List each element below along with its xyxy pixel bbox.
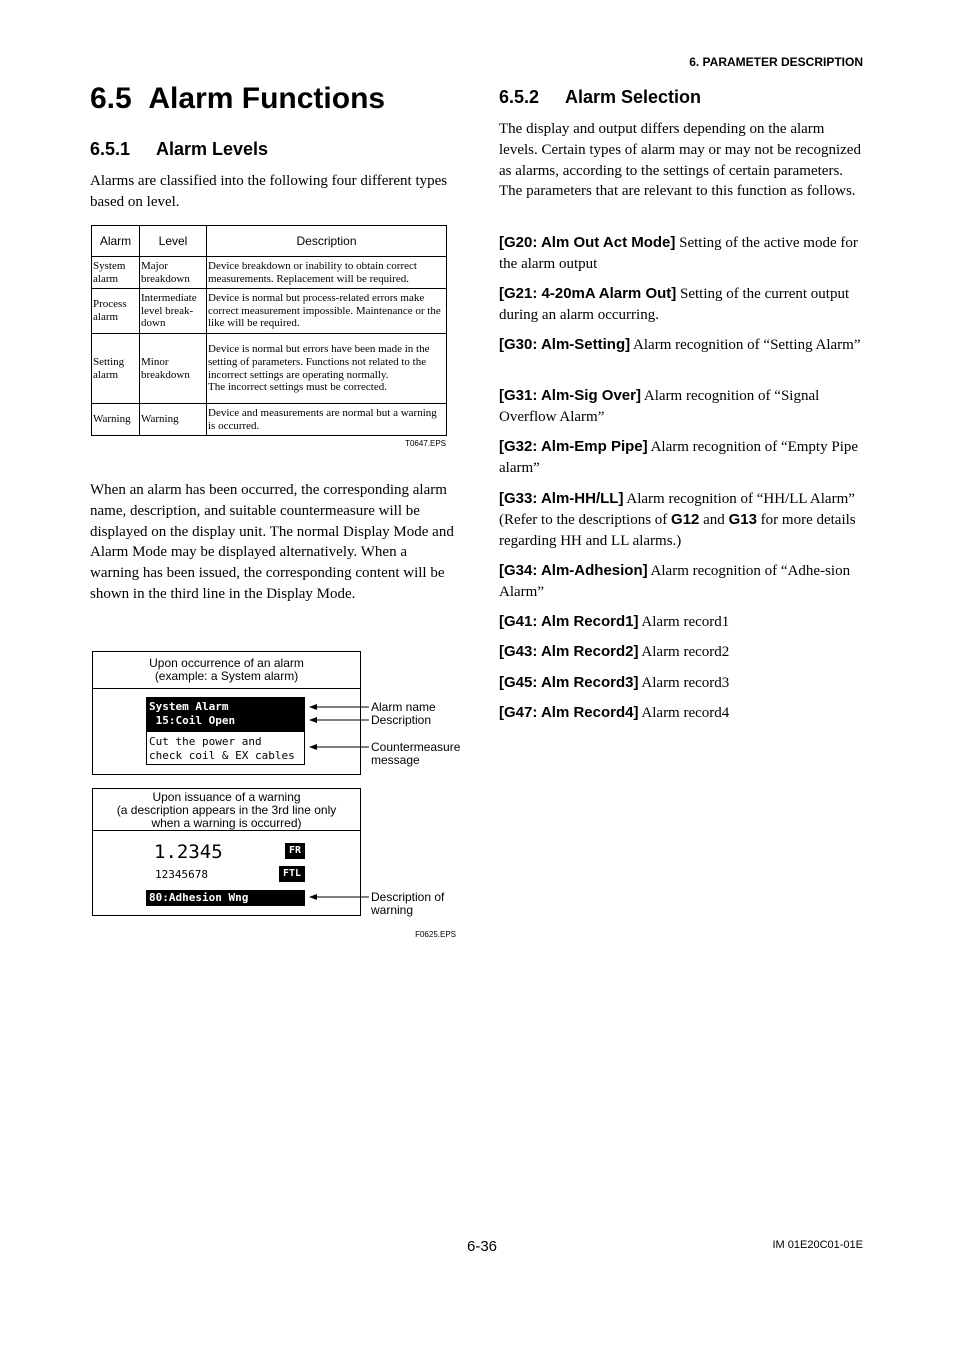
countermeasure-line: check coil & EX cables: [149, 749, 295, 762]
param-g34: [499, 561, 864, 603]
subsection-title: Alarm Levels: [156, 139, 269, 159]
warning-line-display: 80:Adhesion Wng: [146, 890, 305, 906]
param-text: Setting of the active mode for the alarm output: [499, 235, 858, 272]
param-key: [G31: Alm-Sig Over]: [499, 387, 641, 404]
param-g41: [499, 612, 864, 633]
param-g20: [499, 233, 864, 275]
description-note: The incorrect settings must be corrected.: [208, 381, 387, 394]
callout-description: Description: [371, 713, 432, 727]
param-ref: G12: [671, 510, 700, 528]
alarm-levels-heading: [90, 139, 268, 160]
param-g30: [499, 335, 864, 356]
table-row: [92, 404, 447, 436]
param-text: Alarm record4: [638, 705, 730, 721]
param-key: [G45: Alm Record3]: [499, 674, 639, 691]
alarm-selection-heading: [499, 87, 701, 108]
param-key: [G32: Alm-Emp Pipe]: [499, 438, 648, 455]
callout-line: Countermeasure: [371, 740, 461, 754]
subsection-title: Alarm Selection: [565, 87, 702, 107]
caption-line: when a warning is occurred): [151, 816, 302, 830]
totalizer-value: 12345678: [155, 868, 208, 881]
table-code: T0647.EPS: [405, 439, 446, 448]
param-g43: [499, 642, 864, 663]
page-number: 6-36: [466, 1238, 498, 1255]
param-text: Alarm recognition of “Signal Overflow Alarm”: [499, 388, 820, 425]
param-text: for more details regarding HH and LL alarms.): [499, 511, 856, 549]
callout-line: message: [371, 753, 420, 767]
table-header-cell: Alarm: [92, 226, 140, 257]
flow-value: 1.2345: [154, 841, 223, 863]
alarm-selection-intro: The display and output differs depending on the alarm levels. Certain types of alarm may or may not be recognized as alarms, according to the settings of certain parameters. The parameters that are relevant to this function as follows.: [499, 121, 861, 200]
alarm-level-table: [91, 225, 447, 436]
param-g45: [499, 673, 864, 694]
alarm-description-text: 15:Coil Open: [149, 714, 236, 727]
param-text: and: [699, 511, 729, 528]
callout-countermeasure: [371, 741, 460, 767]
caption-line: (a description appears in the 3rd line only: [116, 803, 337, 817]
callout-alarm-name: Alarm name: [371, 700, 436, 714]
figure-code: F0625.EPS: [415, 930, 456, 939]
alarm-name-text: System Alarm: [149, 700, 229, 713]
description-cell: Device breakdown or inability to obtain correct measurements. Replacement will be required.: [207, 257, 447, 289]
param-text: Alarm recognition of “Setting Alarm”: [630, 337, 861, 353]
param-key: [G34: Alm-Adhesion]: [499, 562, 648, 579]
param-key: [G33: Alm-HH/LL]: [499, 490, 624, 507]
level-cell: Major breakdown: [140, 257, 207, 289]
table-row: [92, 257, 447, 289]
param-text: Alarm recognition of “Empty Pipe alarm”: [499, 439, 859, 476]
param-key: [G47: Alm Record4]: [499, 704, 639, 721]
level-cell: Minor breakdown: [140, 334, 207, 404]
description-cell: [207, 334, 447, 404]
alarm-box-caption: [93, 652, 360, 689]
param-text: Alarm recognition of “HH/LL Alarm” (Refer to the descriptions of: [499, 491, 855, 528]
callout-line: Description of: [371, 890, 445, 904]
section-title-text: Alarm Functions: [148, 82, 386, 115]
callout-arrows: [300, 695, 380, 915]
table-header-row: [92, 226, 447, 257]
param-g47: [499, 703, 864, 724]
level-cell: Intermediate level break-down: [140, 289, 207, 334]
fr-badge: FR: [285, 843, 305, 859]
caption-line: (example: a System alarm): [154, 669, 299, 683]
param-g31: [499, 386, 864, 428]
param-key: [G41: Alm Record1]: [499, 613, 639, 630]
alarm-cell: Process alarm: [92, 289, 140, 334]
alarm-cell: Warning: [92, 404, 140, 436]
param-text: Alarm recognition of “Adhe-sion Alarm”: [499, 563, 851, 600]
table-row: [92, 334, 447, 404]
running-head: 6. PARAMETER DESCRIPTION: [689, 55, 863, 69]
table-header-cell: Description: [207, 226, 447, 257]
table-row: [92, 289, 447, 334]
document-id: IM 01E20C01-01E: [772, 1239, 863, 1251]
param-ref: G13: [728, 510, 757, 528]
countermeasure-line: Cut the power and: [149, 735, 262, 748]
subsection-number: 6.5.1: [90, 139, 131, 159]
description-cell: Device and measurements are normal but a warning is occurred.: [207, 404, 447, 436]
caption-line: Upon occurrence of an alarm: [149, 656, 304, 670]
param-g21: [499, 284, 864, 326]
param-g33: [499, 489, 864, 551]
param-text: Alarm record3: [638, 675, 730, 691]
alarm-display-paragraph: When an alarm has been occurred, the corresponding alarm name, description, and suitable countermeasure will be displayed on the display unit. The normal Display Mode and Alarm Mode may be displayed alternatively. When a warning has been issued, the corresponding content will be shown in the third line in the Display Mode.: [90, 482, 454, 602]
section-title: [90, 82, 385, 116]
param-key: [G30: Alm-Setting]: [499, 336, 631, 353]
callout-line: warning: [371, 903, 414, 917]
param-key: [G20: Alm Out Act Mode]: [499, 234, 676, 251]
param-key: [G21: 4-20mA Alarm Out]: [499, 285, 677, 302]
description-text: Device is normal but errors have been made in the setting of parameters. Functions not related to the incorrect settings are operating normally.: [208, 343, 430, 381]
section-number: 6.5: [90, 82, 132, 115]
description-cell: Device is normal but process-related errors make correct measurement impossible. Maintenance or the like will be required.: [207, 289, 447, 334]
alarm-cell: System alarm: [92, 257, 140, 289]
alarm-cell: Setting alarm: [92, 334, 140, 404]
param-key: [G43: Alm Record2]: [499, 643, 639, 660]
callout-warning-description: [371, 891, 444, 917]
countermeasure-display: [146, 731, 305, 765]
level-cell: Warning: [140, 404, 207, 436]
param-g32: [499, 437, 864, 479]
param-text: Alarm record1: [638, 614, 730, 630]
param-text: Setting of the current output during an alarm occurring.: [499, 286, 850, 323]
subsection-number: 6.5.2: [499, 87, 540, 107]
param-text: Alarm record2: [638, 644, 730, 660]
ftl-badge: FTL: [279, 866, 305, 882]
alarm-levels-intro: Alarms are classified into the following four different types based on level.: [90, 173, 448, 210]
caption-line: Upon issuance of a warning: [152, 790, 301, 804]
alarm-lcd-display: [146, 697, 305, 731]
table-header-cell: Level: [140, 226, 207, 257]
